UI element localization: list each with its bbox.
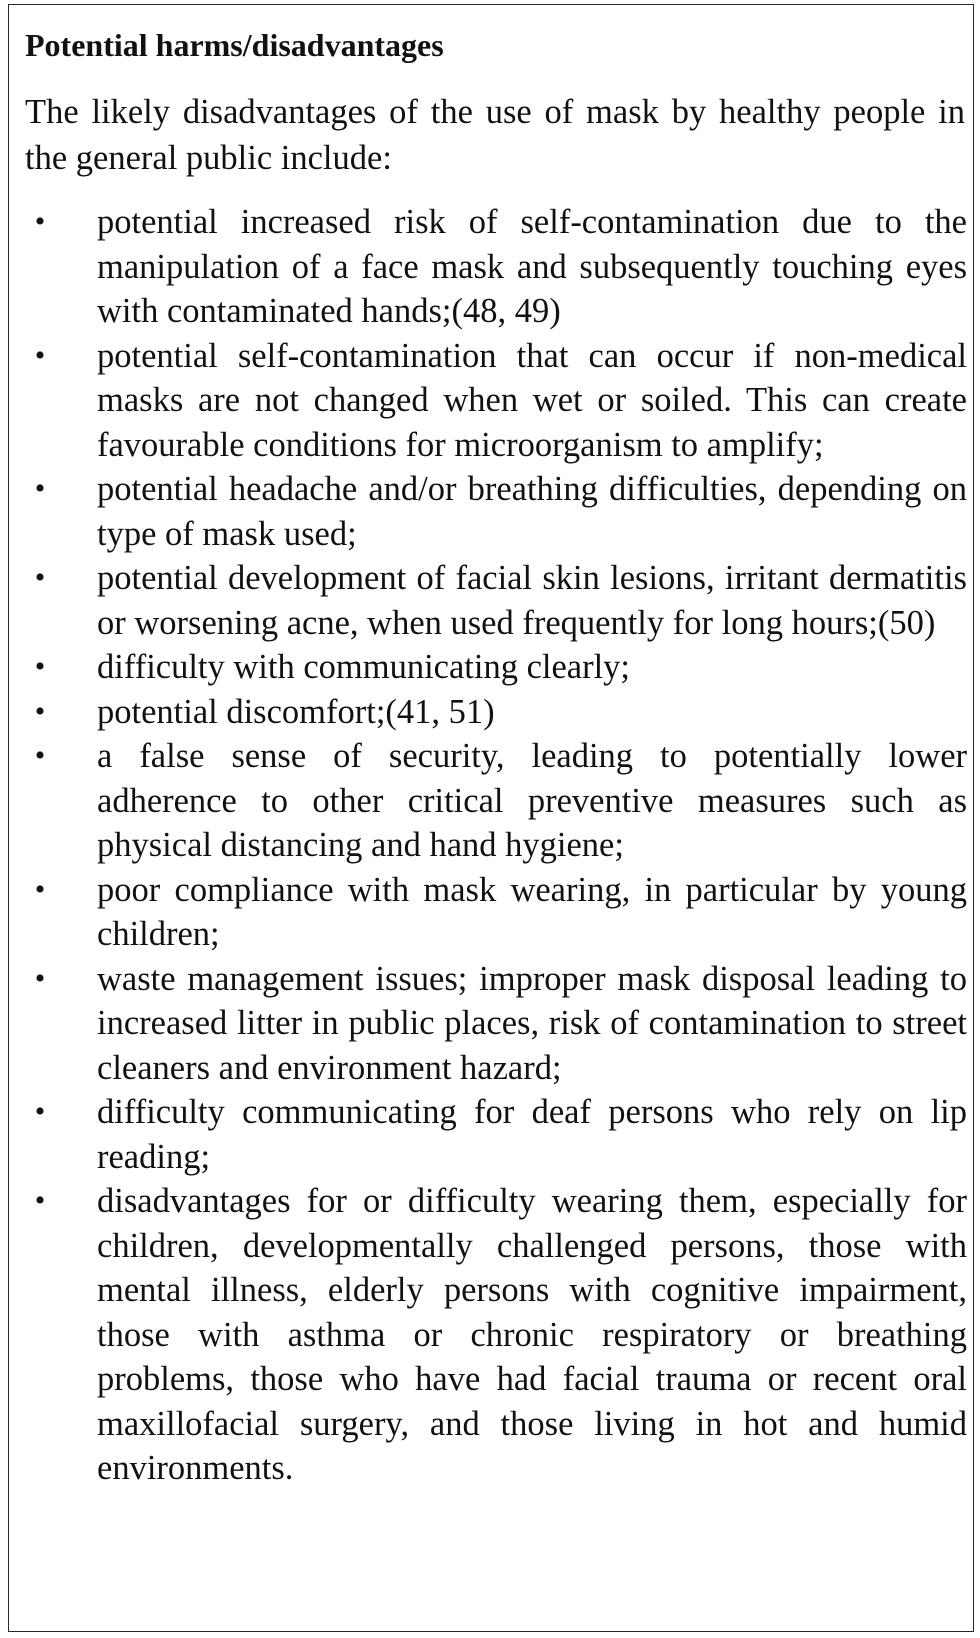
bullet-icon: •	[34, 694, 46, 728]
bullet-icon: •	[34, 338, 46, 372]
list-item	[25, 645, 967, 690]
list-item	[25, 734, 967, 868]
list-item-text: difficulty with communicating clearly;	[97, 648, 631, 686]
list-item-text: difficulty communicating for deaf persons who rely on lip reading;	[97, 1093, 967, 1176]
intro-paragraph: The likely disadvantages of the use of mask by healthy people in the general public include:	[25, 93, 965, 177]
list-item-text: potential discomfort;(41, 51)	[97, 692, 495, 731]
list-item	[25, 1179, 967, 1491]
document-box	[8, 4, 974, 1632]
list-item	[25, 1090, 967, 1179]
bullet-icon: •	[34, 961, 46, 995]
list-item-text: potential development of facial skin lesions, irritant dermatitis or worsening acne, when used frequently for long hours;(50)	[97, 559, 967, 642]
list-item-text: poor compliance with mask wearing, in particular by young children;	[97, 870, 967, 953]
list-item-text: potential self-contamination that can occur if non-medical masks are not changed when wet or soiled. This can create favourable conditions for microorganism to amplify;	[97, 336, 967, 464]
bullet-icon: •	[34, 561, 46, 594]
disadvantages-list	[25, 200, 967, 1491]
list-item-text: potential headache and/or breathing difficulties, depending on type of mask used;	[97, 470, 967, 553]
bullet-icon: •	[34, 1184, 46, 1217]
bullet-icon: •	[34, 472, 46, 505]
bullet-icon: •	[34, 739, 46, 772]
list-item	[25, 200, 967, 334]
list-item-text: waste management issues; improper mask disposal leading to increased litter in public places, risk of contamination to street cleaners and environment hazard;	[97, 959, 967, 1087]
section-heading: Potential harms/disadvantages	[25, 27, 444, 63]
bullet-icon: •	[34, 872, 46, 906]
list-item	[25, 334, 967, 468]
list-item	[25, 467, 967, 556]
list-item-text: a false sense of security, leading to potentially lower adherence to other critical preventive measures such as physical distancing and hand hygiene;	[97, 737, 967, 864]
list-item-text: potential increased risk of self-contamination due to the manipulation of a face mask and subsequently touching eyes with contaminated hands;(48, 49)	[97, 203, 967, 330]
bullet-icon: •	[34, 650, 46, 683]
bullet-icon: •	[34, 1095, 46, 1128]
bullet-icon: •	[34, 205, 46, 238]
list-item	[25, 690, 967, 735]
list-item-text: disadvantages for or difficulty wearing them, especially for children, developmentally challenged persons, those with mental illness, elderly persons with cognitive impairment, those with asthma or chronic respiratory or breathing problems, those who have had facial trauma or recent oral maxillofacial surgery, and those living in hot and humid environments.	[97, 1182, 967, 1487]
list-item	[25, 556, 967, 645]
list-item	[25, 957, 967, 1091]
list-item	[25, 868, 967, 957]
